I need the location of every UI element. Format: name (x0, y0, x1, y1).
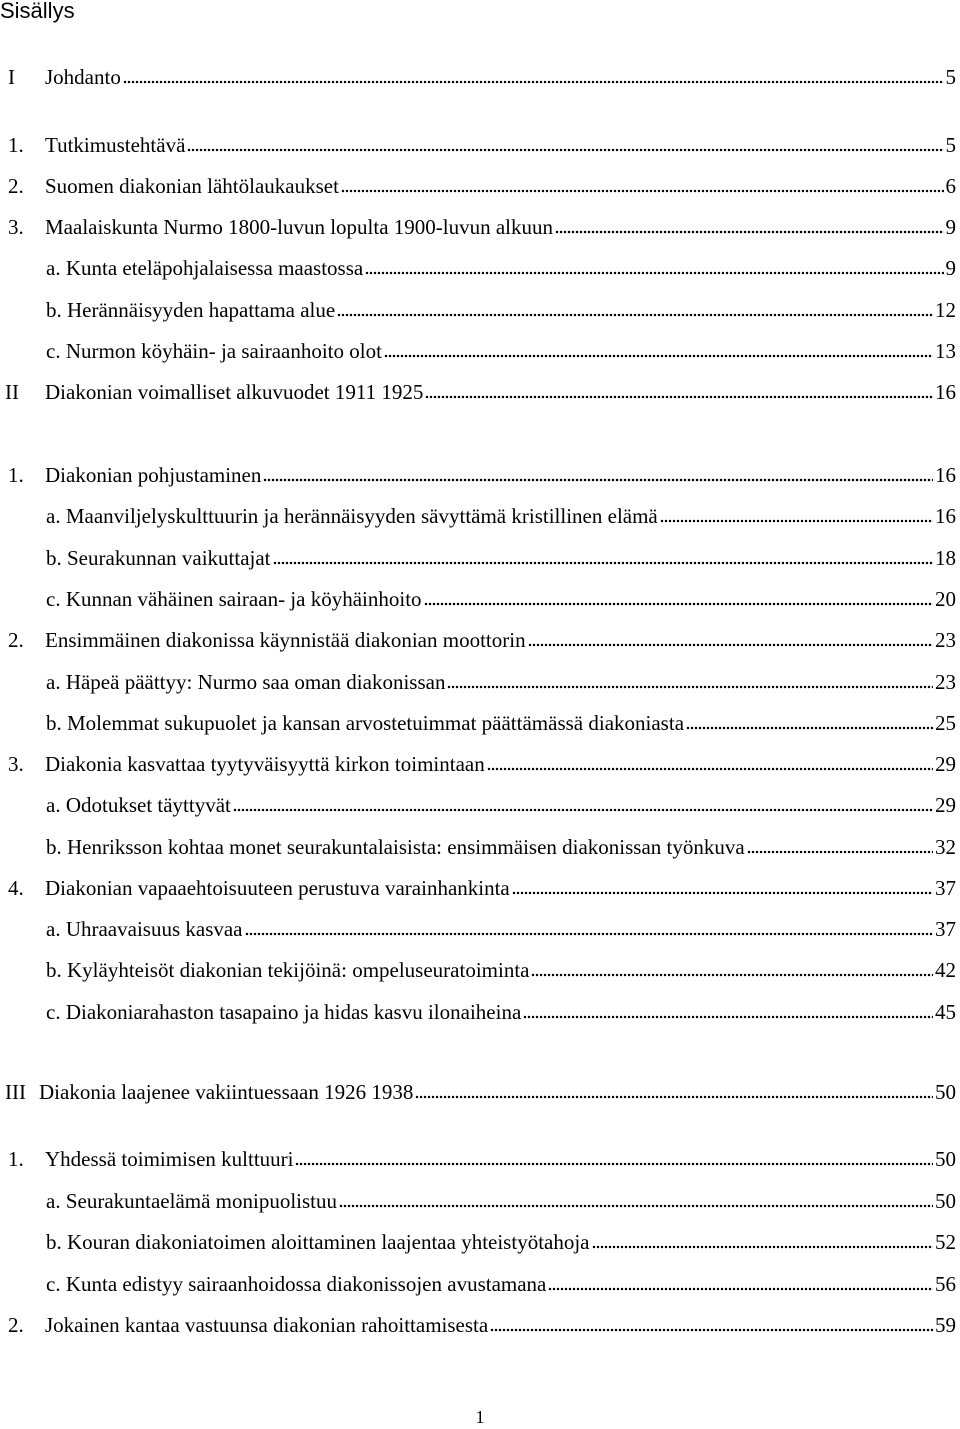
toc-entry-page: 13 (935, 339, 956, 363)
dot-leader (187, 148, 943, 152)
dot-leader (592, 1245, 934, 1249)
dot-leader (531, 973, 933, 977)
toc-entry[interactable] (8, 132, 956, 158)
toc-entry[interactable] (46, 792, 956, 818)
toc-entry-page: 23 (935, 628, 956, 652)
toc-entry-number: 1. (8, 133, 24, 157)
dot-leader (528, 643, 933, 647)
toc-entry[interactable] (46, 503, 956, 529)
toc-entry[interactable] (46, 999, 956, 1025)
dot-leader (337, 313, 933, 317)
toc-entry-title: Diakonian voimalliset alkuvuodet 1911 1925 (45, 380, 424, 404)
toc-entry[interactable] (46, 669, 956, 695)
dot-leader (123, 80, 944, 84)
toc-entry[interactable] (46, 545, 956, 571)
toc-entry-number: 3. (8, 752, 24, 776)
page-title: Sisällys (0, 0, 75, 23)
toc-entry-number: 4. (8, 876, 24, 900)
toc-entry-page: 9 (945, 256, 956, 280)
dot-leader (523, 1015, 933, 1019)
toc-entry-title: Diakonia kasvattaa tyytyväisyyttä kirkon toimintaan (45, 752, 485, 776)
toc-entry-title: Jokainen kantaa vastuunsa diakonian rahoittamisesta (45, 1313, 489, 1337)
toc-entry[interactable] (46, 255, 956, 281)
toc-entry-page: 6 (945, 174, 956, 198)
dot-leader (384, 354, 933, 358)
toc-entry-page: 37 (935, 876, 956, 900)
toc-entry[interactable] (8, 64, 956, 90)
toc-entry-title: a. Häpeä päättyy: Nurmo saa oman diakonissan (46, 670, 446, 694)
toc-entry[interactable] (8, 875, 956, 901)
toc-entry-page: 56 (935, 1272, 956, 1296)
toc-entry-page: 37 (935, 917, 956, 941)
dot-leader (233, 808, 933, 812)
toc-entry[interactable] (5, 379, 956, 405)
toc-entry-number: 1. (8, 463, 24, 487)
dot-leader (424, 602, 933, 606)
toc-entry[interactable] (46, 1188, 956, 1214)
dot-leader (425, 395, 933, 399)
toc-entry-page: 20 (935, 587, 956, 611)
toc-entry-page: 29 (935, 793, 956, 817)
toc-entry-title: Ensimmäinen diakonissa käynnistää diakonian moottorin (45, 628, 526, 652)
toc-entry-title: Maalaiskunta Nurmo 1800-luvun lopulta 1900-luvun alkuun (45, 215, 554, 239)
toc-entry-title: b. Kyläyhteisöt diakonian tekijöinä: ompeluseuratoiminta (46, 958, 530, 982)
toc-entry[interactable] (46, 297, 956, 323)
toc-entry[interactable] (8, 462, 956, 488)
toc-entry-title: Suomen diakonian lähtölaukaukset (45, 174, 339, 198)
toc-entry-title: b. Henriksson kohtaa monet seurakuntalaisista: ensimmäisen diakonissan työnkuva (46, 835, 745, 859)
page-number: 1 (475, 1407, 485, 1427)
toc-entry[interactable] (8, 173, 956, 199)
toc-entry-title: a. Kunta eteläpohjalaisessa maastossa (46, 256, 364, 280)
toc-entry-page: 45 (935, 1000, 956, 1024)
toc-entry-title: b. Molemmat sukupuolet ja kansan arvostetuimmat päättämässä diakoniasta (46, 711, 685, 735)
toc-entry[interactable] (8, 751, 956, 777)
toc-entry[interactable] (46, 586, 956, 612)
dot-leader (415, 1095, 933, 1099)
toc-entry-page: 50 (935, 1189, 956, 1213)
toc-entry-title: Yhdessä toimimisen kulttuuri (45, 1147, 294, 1171)
toc-entry-page: 32 (935, 835, 956, 859)
dot-leader (263, 478, 933, 482)
toc-entry[interactable] (5, 1079, 956, 1105)
toc-entry-title: Johdanto (45, 65, 121, 89)
toc-entry[interactable] (8, 1146, 956, 1172)
toc-entry-page: 59 (935, 1313, 956, 1337)
dot-leader (686, 726, 933, 730)
toc-entry-number: I (8, 65, 15, 89)
dot-leader (487, 767, 933, 771)
toc-entry-title: a. Uhraavaisuus kasvaa (46, 917, 243, 941)
toc-entry-page: 9 (945, 215, 956, 239)
dot-leader (341, 189, 944, 193)
toc-entry-title: c. Kunta edistyy sairaanhoidossa diakonissojen avustamana (46, 1272, 547, 1296)
toc-entry[interactable] (46, 957, 956, 983)
toc-entry-number: II (5, 380, 19, 404)
toc-entry-page: 5 (945, 65, 956, 89)
toc-entry-title: c. Nurmon köyhäin- ja sairaanhoito olot (46, 339, 382, 363)
dot-leader (295, 1162, 933, 1166)
toc-entry[interactable] (8, 627, 956, 653)
toc-entry-page: 23 (935, 670, 956, 694)
dot-leader (747, 850, 933, 854)
dot-leader (273, 561, 933, 565)
toc-entry[interactable] (46, 338, 956, 364)
toc-entry[interactable] (46, 1271, 956, 1297)
toc-entry-title: b. Kouran diakoniatoimen aloittaminen laajentaa yhteistyötahoja (46, 1230, 590, 1254)
toc-entry[interactable] (8, 214, 956, 240)
dot-leader (660, 519, 933, 523)
toc-entry[interactable] (46, 834, 956, 860)
toc-entry-number: III (5, 1080, 26, 1104)
toc-entry-page: 16 (935, 380, 956, 404)
toc-entry-page: 50 (935, 1080, 956, 1104)
toc-entry-title: b. Seurakunnan vaikuttajat (46, 546, 271, 570)
toc-entry-number: 2. (8, 174, 24, 198)
toc-entry-title: Diakonian vapaaehtoisuuteen perustuva varainhankinta (45, 876, 510, 900)
toc-entry-title: a. Maanviljelyskulttuurin ja herännäisyyden sävyttämä kristillinen elämä (46, 504, 658, 528)
toc-entry-title: c. Diakoniarahaston tasapaino ja hidas kasvu ilonaiheina (46, 1000, 522, 1024)
toc-entry[interactable] (46, 916, 956, 942)
toc-entry[interactable] (46, 710, 956, 736)
dot-leader (555, 230, 943, 234)
toc-entry-title: c. Kunnan vähäinen sairaan- ja köyhäinhoito (46, 587, 422, 611)
toc-entry-page: 25 (935, 711, 956, 735)
toc-entry-title: Diakonian pohjustaminen (45, 463, 262, 487)
toc-entry-page: 12 (935, 298, 956, 322)
toc-entry-number: 3. (8, 215, 24, 239)
toc-entry-number: 1. (8, 1147, 24, 1171)
toc-entry-page: 16 (935, 504, 956, 528)
toc-entry-title: Tutkimustehtävä (45, 133, 186, 157)
toc-entry-title: a. Odotukset täyttyvät (46, 793, 231, 817)
dot-leader (245, 932, 933, 936)
dot-leader (512, 891, 933, 895)
toc-entry-page: 50 (935, 1147, 956, 1171)
toc-entry-page: 5 (945, 133, 956, 157)
toc-entry[interactable] (8, 1312, 956, 1338)
toc-entry-title: b. Herännäisyyden hapattama alue (46, 298, 336, 322)
dot-leader (365, 271, 943, 275)
dot-leader (339, 1204, 933, 1208)
toc-entry-page: 42 (935, 958, 956, 982)
toc-entry-page: 29 (935, 752, 956, 776)
dot-leader (490, 1328, 933, 1332)
toc-entry-page: 52 (935, 1230, 956, 1254)
toc-entry-number: 2. (8, 1313, 24, 1337)
dot-leader (548, 1287, 933, 1291)
toc-entry-page: 18 (935, 546, 956, 570)
dot-leader (447, 685, 933, 689)
toc-entry-number: 2. (8, 628, 24, 652)
toc-entry-title: a. Seurakuntaelämä monipuolistuu (46, 1189, 338, 1213)
toc-entry[interactable] (46, 1229, 956, 1255)
toc-entry-title: Diakonia laajenee vakiintuessaan 1926 1938 (39, 1080, 414, 1104)
toc-entry-page: 16 (935, 463, 956, 487)
